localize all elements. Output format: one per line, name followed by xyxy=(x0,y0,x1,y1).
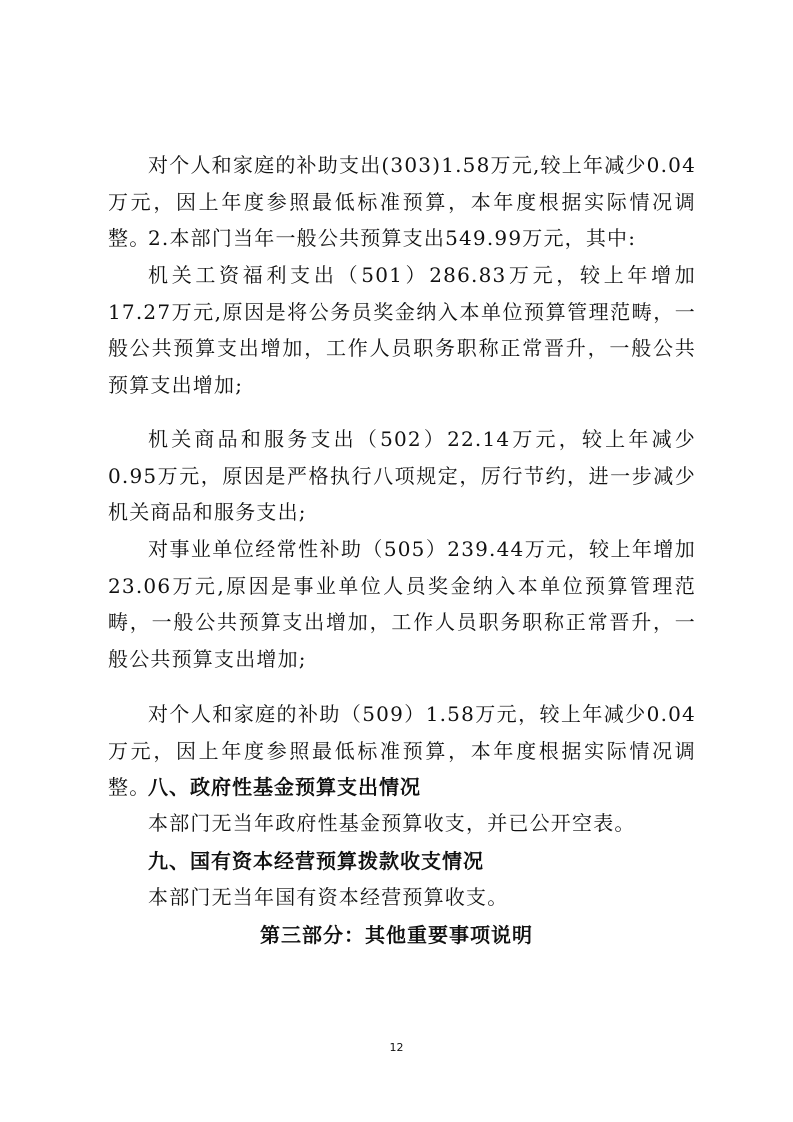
paragraph-wages-501: 机关工资福利支出（501）286.83万元，较上年增加17.27万元,原因是将公务员奖金纳入本单位预算管理范畴，一般公共预算支出增加，工作人员职务职称正常晋升，一般公共预算支出增加; xyxy=(108,263,696,397)
paragraph-household-subsidy-509: 对个人和家庭的补助（509）1.58万元，较上年减少0.04万元，因上年度参照最低标准预算，本年度根据实际情况调整。 xyxy=(108,702,696,799)
paragraph-public-institution-505: 对事业单位经常性补助（505）239.44万元，较上年增加23.06万元,原因是事业单位人员奖金纳入本单位预算管理范畴，一般公共预算支出增加，工作人员职务职称正常晋升，一般公共预算支出增加; xyxy=(108,537,696,671)
section-8-heading: 八、政府性基金预算支出情况 xyxy=(148,775,421,799)
section-8-text: 本部门无当年政府性基金预算收支，并已公开空表。 xyxy=(148,811,636,835)
paragraph-household-subsidy-303: 对个人和家庭的补助支出(303)1.58万元,较上年减少0.04万元，因上年度参照最低标准预算，本年度根据实际情况调整。 xyxy=(108,153,696,250)
paragraph-goods-services-502: 机关商品和服务支出（502）22.14万元，较上年减少0.95万元，原因是严格执行八项规定，厉行节约，进一步减少机关商品和服务支出; xyxy=(108,427,696,524)
part-3-title: 第三部分：其他重要事项说明 xyxy=(260,923,533,947)
page-number: 12 xyxy=(389,1041,404,1054)
section-9-text: 本部门无当年国有资本经营预算收支。 xyxy=(148,885,509,909)
paragraph-general-budget-total: 2.本部门当年一般公共预算支出549.99万元，其中: xyxy=(148,226,637,250)
section-9-heading: 九、国有资本经营预算拨款收支情况 xyxy=(148,849,484,873)
